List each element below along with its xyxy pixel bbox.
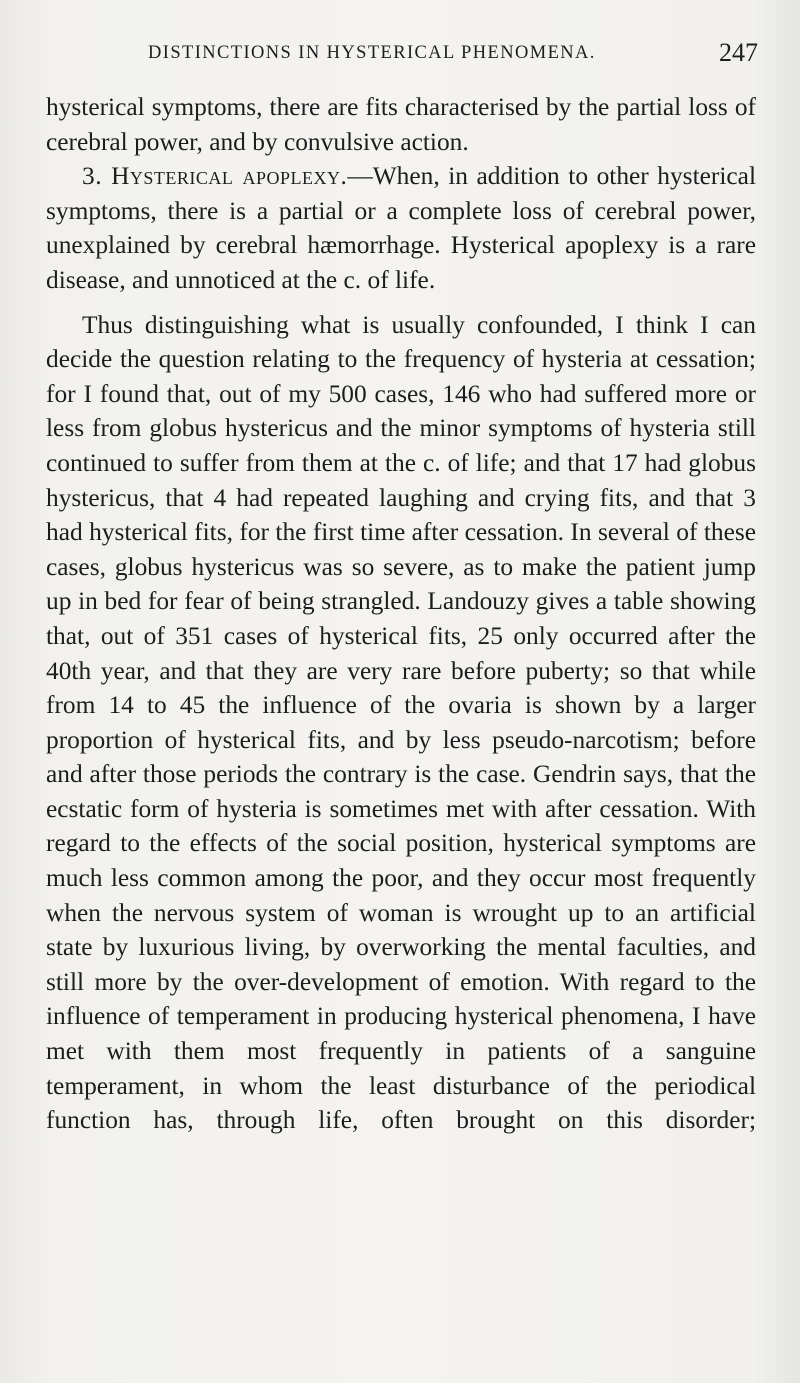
body-text <box>46 90 756 1138</box>
paragraph-hysterical-apoplexy <box>46 159 756 297</box>
paragraph-continuation: hysterical symptoms, there are fits characterised by the partial loss of cerebral power, and by convulsive action. <box>46 93 756 156</box>
section-heading: 3. Hysterical apoplexy. <box>82 162 348 191</box>
page-number: 247 <box>719 38 758 67</box>
paragraph-text: —When, in addition to other hysterical symptoms, there is a partial or a complete loss of cerebral power, unexplained by cerebral hæmorrhage. Hysterical apoplexy is a rare disease, and unnoticed at the c. of life. <box>46 162 756 294</box>
page-header <box>48 40 758 72</box>
paragraph-frequency: Thus distinguishing what is usually confounded, I think I can decide the question relating to the frequency of hysteria at cessation; for I found that, out of my 500 cases, 146 who had suffered more or less from globus hystericus and the minor symptoms of hysteria still continued to suffer from them at the c. of life; and that 17 had globus hystericus, that 4 had repeated laughing and crying fits, and that 3 had hysterical fits, for the first time after cessation. In several of these cases, globus hystericus was so severe, as to make the patient jump up in bed for fear of being strangled. Landouzy gives a table showing that, out of 351 cases of hysterical fits, 25 only occurred after the 40th year, and that they are very rare before puberty; so that while from 14 to 45 the influence of the ovaria is shown by a larger proportion of hysterical fits, and by less pseudo-narcotism; before and after those periods the contrary is the case. Gendrin says, that the ecstatic form of hysteria is sometimes met with after cessation. With regard to the effects of the social position, hysterical symptoms are much less common among the poor, and they occur most frequently when the nervous system of woman is wrought up to an artificial state by luxurious living, by overworking the mental faculties, and still more by the over-development of emotion. With regard to the influence of temperament in producing hysterical phenomena, I have met with them most frequently in patients of a sanguine temperament, in whom the least disturbance of the periodical function has, through life, often brought on this disorder; <box>46 310 756 1135</box>
running-title: DISTINCTIONS IN HYSTERICAL PHENOMENA. <box>148 43 596 63</box>
